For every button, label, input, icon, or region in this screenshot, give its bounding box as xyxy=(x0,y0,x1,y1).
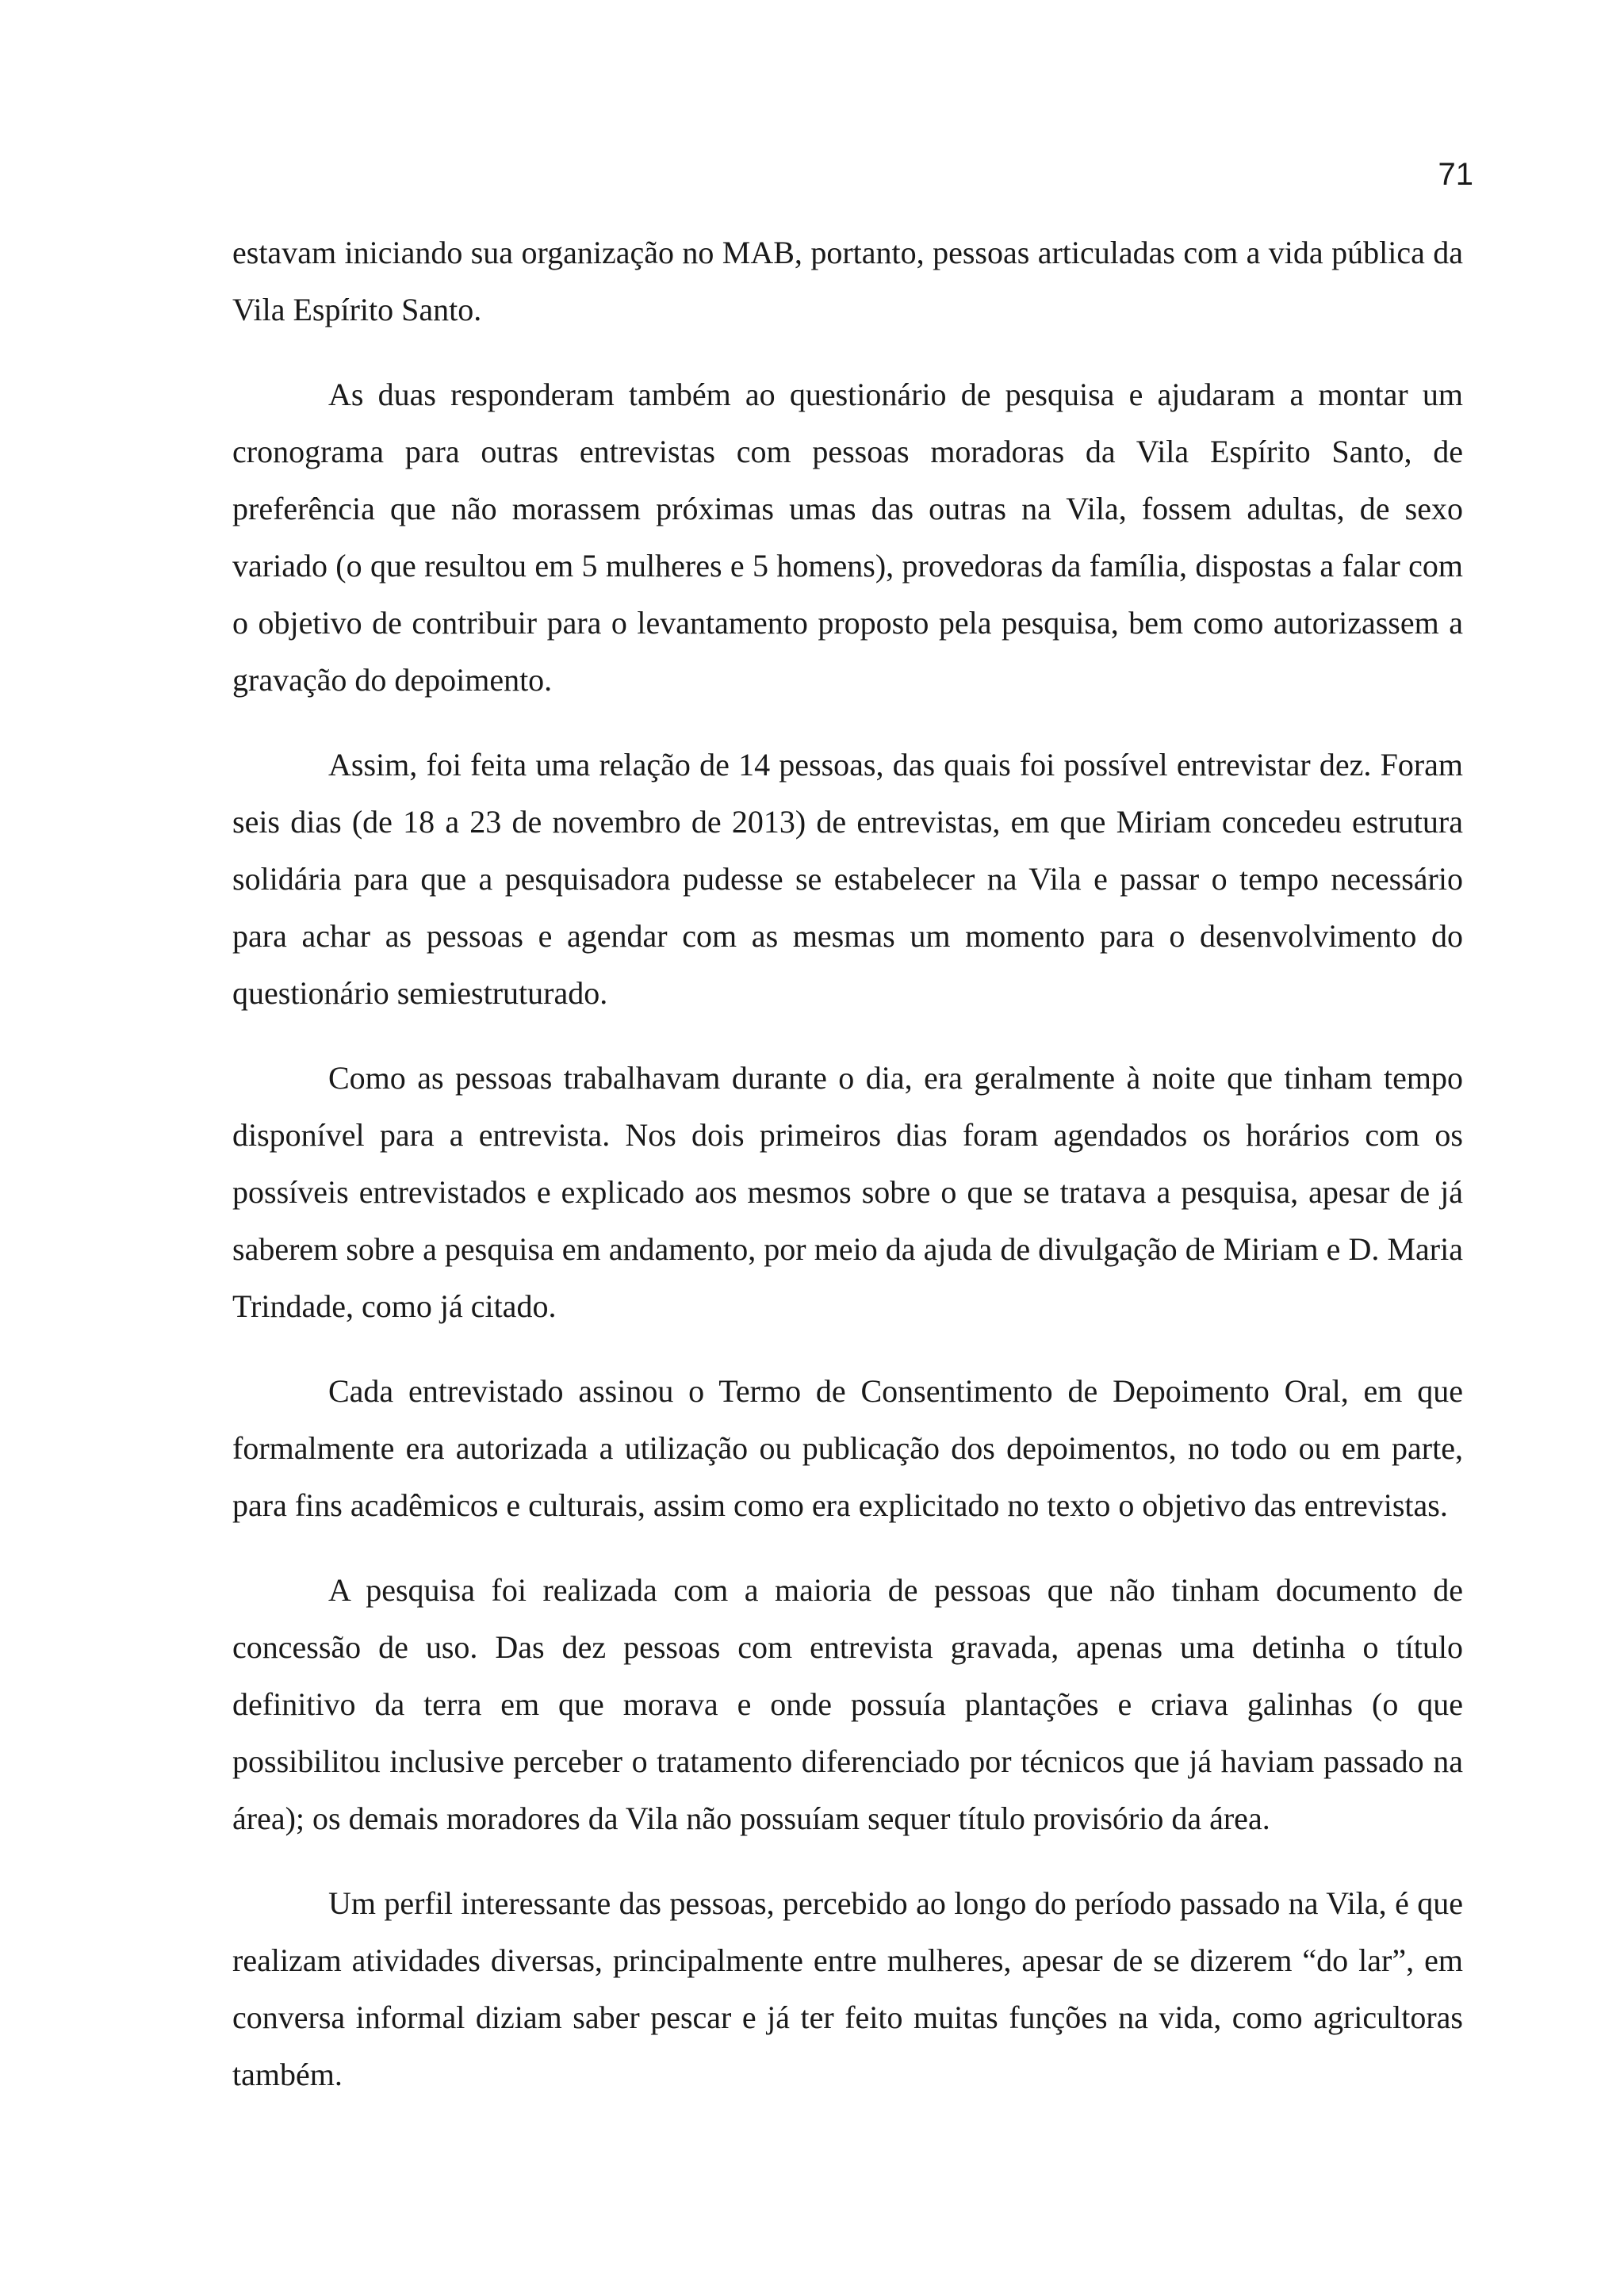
paragraph: Um perfil interessante das pessoas, percebido ao longo do período passado na Vila, é que realizam atividades diversas, principalmente entre mulheres, apesar de se dizerem “do lar”, em conversa informal diziam saber pescar e já ter feito muitas funções na vida, como agricultoras também. xyxy=(232,1885,1463,2092)
paragraph-continuation: estavam iniciando sua organização no MAB, portanto, pessoas articuladas com a vida pública da Vila Espírito Santo. xyxy=(232,235,1463,327)
paragraph: A pesquisa foi realizada com a maioria de pessoas que não tinham documento de concessão de uso. Das dez pessoas com entrevista gravada, apenas uma detinha o título definitivo da terra em que morava e onde possuía plantações e criava galinhas (o que possibilitou inclusive perceber o tratamento diferenciado por técnicos que já haviam passado na área); os demais moradores da Vila não possuíam sequer título provisório da área. xyxy=(232,1572,1463,1836)
paragraph: Assim, foi feita uma relação de 14 pessoas, das quais foi possível entrevistar dez. Foram seis dias (de 18 a 23 de novembro de 2013) de entrevistas, em que Miriam concedeu estrutura solidária para que a pesquisadora pudesse se estabelecer na Vila e passar o tempo necessário para achar as pessoas e agendar com as mesmas um momento para o desenvolvimento do questionário semiestruturado. xyxy=(232,747,1463,1011)
paragraph: Como as pessoas trabalhavam durante o dia, era geralmente à noite que tinham tempo disponível para a entrevista. Nos dois primeiros dias foram agendados os horários com os possíveis entrevistados e explicado aos mesmos sobre o que se tratava a pesquisa, apesar de já saberem sobre a pesquisa em andamento, por meio da ajuda de divulgação de Miriam e D. Maria Trindade, como já citado. xyxy=(232,1060,1463,1324)
page-number: 71 xyxy=(1438,157,1473,192)
paragraph: Cada entrevistado assinou o Termo de Consentimento de Depoimento Oral, em que formalmente era autorizada a utilização ou publicação dos depoimentos, no todo ou em parte, para fins acadêmicos e culturais, assim como era explicitado no texto o objetivo das entrevistas. xyxy=(232,1373,1463,1523)
paragraph: As duas responderam também ao questionário de pesquisa e ajudaram a montar um cronograma para outras entrevistas com pessoas moradoras da Vila Espírito Santo, de preferência que não morassem próximas umas das outras na Vila, fossem adultas, de sexo variado (o que resultou em 5 mulheres e 5 homens), provedoras da família, dispostas a falar com o objetivo de contribuir para o levantamento proposto pela pesquisa, bem como autorizassem a gravação do depoimento. xyxy=(232,377,1463,698)
body-text xyxy=(232,224,1463,2131)
